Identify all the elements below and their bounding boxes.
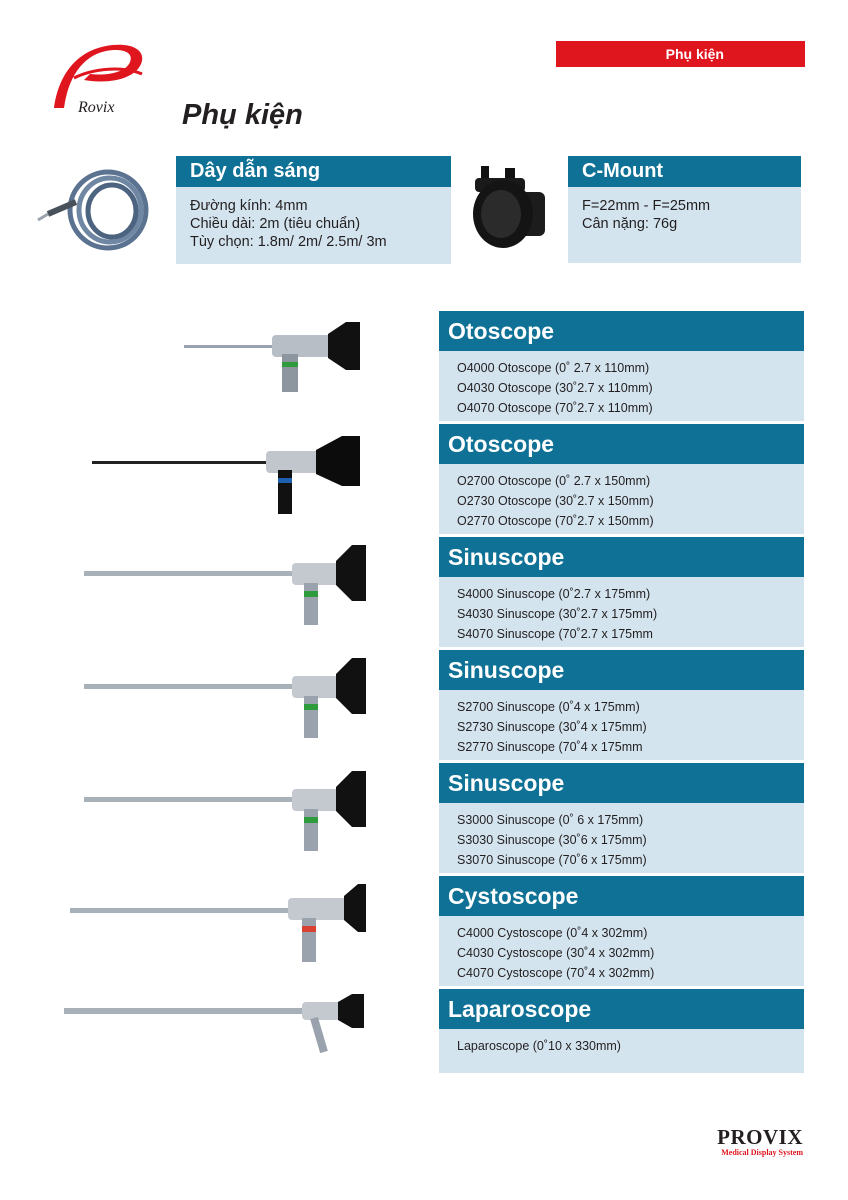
product-title: Otoscope bbox=[439, 424, 804, 464]
product-card bbox=[439, 989, 804, 1073]
c-mount-spec: F=22mm - F=25mm bbox=[582, 198, 711, 214]
light-cable-title: Dây dẫn sáng bbox=[176, 156, 451, 187]
light-cable-card bbox=[176, 156, 451, 264]
svg-text:Rovix: Rovix bbox=[78, 99, 115, 116]
product-item: S4030 Sinuscope (30˚2.7 x 175mm) bbox=[457, 607, 658, 621]
product-item: O4030 Otoscope (30˚2.7 x 110mm) bbox=[457, 381, 653, 395]
product-item: O2770 Otoscope (70˚2.7 x 150mm) bbox=[457, 514, 654, 528]
cystoscope-image bbox=[68, 882, 368, 966]
brand-tagline: Medical Display System bbox=[721, 1148, 803, 1157]
c-mount-title: C-Mount bbox=[568, 156, 801, 187]
laparoscope-image bbox=[62, 992, 368, 1062]
sinuscope-image bbox=[82, 656, 368, 742]
product-item: C4070 Cystoscope (70˚4 x 302mm) bbox=[457, 966, 655, 980]
product-title: Laparoscope bbox=[439, 989, 804, 1029]
product-card bbox=[439, 311, 804, 421]
product-item: S3070 Sinuscope (70˚6 x 175mm) bbox=[457, 853, 647, 867]
product-card bbox=[439, 876, 804, 986]
brand-name: PROVIX bbox=[717, 1125, 803, 1149]
product-item: S3000 Sinuscope (0˚ 6 x 175mm) bbox=[457, 813, 644, 827]
product-item: Laparoscope (0˚10 x 330mm) bbox=[457, 1039, 621, 1053]
product-card bbox=[439, 650, 804, 760]
product-item: C4000 Cystoscope (0˚4 x 302mm) bbox=[457, 926, 648, 940]
product-card bbox=[439, 763, 804, 873]
product-title: Otoscope bbox=[439, 311, 804, 351]
page-title: Phụ kiện bbox=[182, 99, 303, 131]
light-cable-spec: Chiều dài: 2m (tiêu chuẩn) bbox=[190, 216, 361, 232]
sinuscope-image bbox=[82, 769, 368, 855]
product-item: S2730 Sinuscope (30˚4 x 175mm) bbox=[457, 720, 647, 734]
product-title: Sinuscope bbox=[439, 650, 804, 690]
product-title: Cystoscope bbox=[439, 876, 804, 916]
light-cable-image bbox=[32, 164, 152, 256]
otoscope-image bbox=[90, 432, 366, 518]
light-cable-spec: Đường kính: 4mm bbox=[190, 198, 308, 214]
otoscope-image bbox=[180, 318, 368, 402]
product-item: O2730 Otoscope (30˚2.7 x 150mm) bbox=[457, 494, 654, 508]
c-mount-card bbox=[568, 156, 801, 263]
product-item: S2700 Sinuscope (0˚4 x 175mm) bbox=[457, 700, 640, 714]
product-title: Sinuscope bbox=[439, 537, 804, 577]
product-item: O4070 Otoscope (70˚2.7 x 110mm) bbox=[457, 401, 653, 415]
light-cable-spec: Tùy chọn: 1.8m/ 2m/ 2.5m/ 3m bbox=[190, 234, 387, 250]
footer-brand bbox=[717, 1126, 803, 1158]
product-item: S4070 Sinuscope (70˚2.7 x 175mm bbox=[457, 627, 653, 641]
product-card bbox=[439, 424, 804, 534]
provix-logo bbox=[44, 38, 148, 118]
product-item: O2700 Otoscope (0˚ 2.7 x 150mm) bbox=[457, 474, 651, 488]
section-tag: Phụ kiện bbox=[556, 41, 805, 67]
product-item: C4030 Cystoscope (30˚4 x 302mm) bbox=[457, 946, 655, 960]
product-card bbox=[439, 537, 804, 647]
c-mount-spec: Cân nặng: 76g bbox=[582, 216, 678, 232]
product-item: O4000 Otoscope (0˚ 2.7 x 110mm) bbox=[457, 361, 650, 375]
product-item: S2770 Sinuscope (70˚4 x 175mm bbox=[457, 740, 643, 754]
sinuscope-image bbox=[82, 543, 368, 629]
c-mount-image bbox=[465, 160, 551, 254]
product-title: Sinuscope bbox=[439, 763, 804, 803]
product-item: S3030 Sinuscope (30˚6 x 175mm) bbox=[457, 833, 647, 847]
product-item: S4000 Sinuscope (0˚2.7 x 175mm) bbox=[457, 587, 651, 601]
